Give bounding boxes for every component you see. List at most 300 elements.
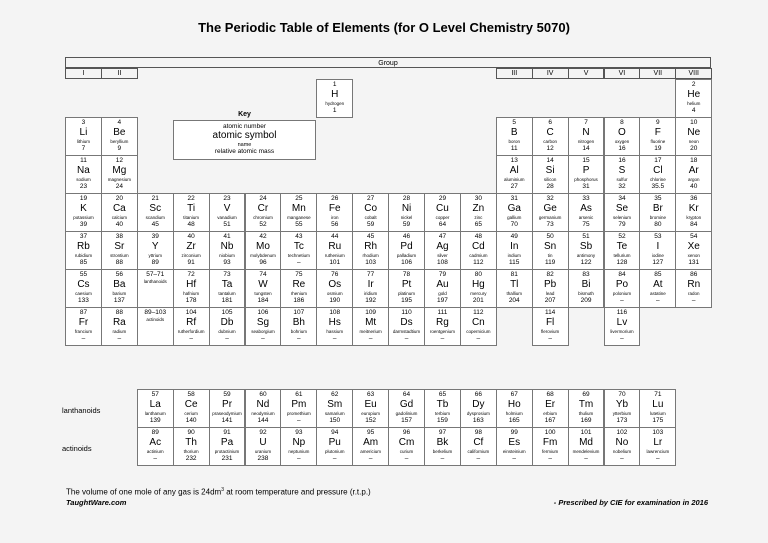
element-cell: [316, 389, 353, 428]
group-number: III: [496, 68, 533, 79]
atomic-mass: 73: [546, 221, 554, 228]
atomic-mass: 197: [437, 297, 448, 304]
element-name: lead: [545, 291, 555, 296]
atomic-number: 16: [618, 157, 626, 164]
element-cell: [352, 427, 389, 466]
element-cell: [532, 231, 569, 270]
atomic-number: 57: [151, 391, 159, 398]
element-name: tellurium: [613, 253, 631, 258]
element-cell: [316, 427, 353, 466]
element-name: strontium: [110, 253, 129, 258]
element-name: americium: [360, 449, 382, 454]
atomic-symbol: Pd: [400, 241, 413, 252]
atomic-number: 99: [510, 429, 518, 436]
element-cell: [101, 231, 138, 270]
element-name: beryllium: [110, 139, 129, 144]
atomic-number: 45: [367, 233, 375, 240]
atomic-mass: 115: [509, 259, 520, 266]
atomic-symbol: Fm: [542, 437, 558, 448]
atomic-symbol: Db: [220, 317, 234, 328]
element-cell: [388, 193, 425, 232]
atomic-mass: 52: [259, 221, 267, 228]
atomic-symbol: Sn: [544, 241, 557, 252]
element-cell: [604, 427, 641, 466]
element-name: antimony: [576, 253, 596, 258]
atomic-mass: –: [440, 455, 445, 462]
element-name: uranium: [254, 449, 272, 454]
page-title: The Periodic Table of Elements (for O Level Chemistry 5070): [198, 20, 570, 35]
atomic-number: 86: [690, 271, 698, 278]
element-name: fluorine: [650, 139, 666, 144]
atomic-symbol: No: [615, 437, 629, 448]
atomic-symbol: Cn: [471, 317, 485, 328]
atomic-number: 116: [616, 309, 628, 316]
element-name: fermium: [542, 449, 559, 454]
element-cell: [388, 269, 425, 308]
element-cell: [137, 389, 174, 428]
key-atomic-number: atomic number: [223, 123, 266, 130]
element-name: selenium: [612, 215, 631, 220]
atomic-symbol: Bh: [292, 317, 305, 328]
element-name: flerovium: [541, 329, 560, 334]
element-cell: [388, 427, 425, 466]
atomic-mass: 140: [185, 417, 197, 424]
element-name: protactinium: [214, 449, 240, 454]
atomic-mass: –: [476, 455, 481, 462]
atomic-mass: –: [404, 335, 409, 342]
atomic-symbol: Zn: [472, 203, 485, 214]
element-cell: [604, 269, 641, 308]
element-cell: [639, 389, 676, 428]
element-cell: [245, 307, 282, 346]
element-name: rutherfordium: [177, 329, 205, 334]
atomic-symbol: Te: [616, 241, 628, 252]
atomic-mass: 4: [691, 107, 696, 114]
element-cell: [245, 389, 282, 428]
element-name: radon: [687, 291, 700, 296]
element-cell: [639, 269, 676, 308]
atomic-number: 32: [546, 195, 554, 202]
atomic-mass: –: [225, 335, 229, 342]
element-cell: [280, 389, 317, 428]
atomic-number: 71: [654, 391, 662, 398]
atomic-symbol: Rf: [186, 317, 197, 328]
atomic-mass: 56: [331, 221, 339, 228]
atomic-number: 28: [402, 195, 411, 202]
atomic-mass: 20: [690, 145, 698, 152]
element-cell: [604, 307, 641, 346]
atomic-mass: 101: [329, 259, 341, 266]
atomic-number: 93: [295, 429, 303, 436]
element-cell: [568, 231, 605, 270]
element-cell: [101, 155, 138, 194]
element-name: osmium: [326, 291, 343, 296]
atomic-symbol: Hs: [328, 317, 341, 328]
atomic-symbol: Ho: [507, 399, 521, 410]
atomic-number: 101: [580, 429, 592, 436]
atomic-number: 54: [690, 233, 698, 240]
element-cell: [532, 307, 569, 346]
atomic-symbol: Ce: [184, 399, 198, 410]
atomic-number: 31: [510, 195, 518, 202]
atomic-number: 70: [618, 391, 626, 398]
element-cell: [173, 427, 210, 466]
atomic-mass: 173: [616, 417, 628, 424]
atomic-mass: –: [368, 335, 373, 342]
atomic-mass: –: [656, 455, 660, 462]
atomic-mass: –: [153, 455, 158, 462]
atomic-number: 42: [259, 233, 267, 240]
element-name: einsteinium: [502, 449, 526, 454]
atomic-symbol: Bi: [581, 279, 591, 290]
atomic-mass: –: [297, 455, 301, 462]
atomic-symbol: F: [654, 127, 661, 138]
atomic-symbol: Cl: [653, 165, 663, 176]
atomic-mass: 89: [151, 259, 159, 266]
element-cell: [675, 117, 712, 156]
key-box: [173, 120, 316, 160]
element-cell: [532, 155, 569, 194]
atomic-number: 22: [187, 195, 195, 202]
atomic-symbol: Kr: [688, 203, 699, 214]
element-name: cerium: [184, 411, 198, 416]
atomic-mass: 55: [295, 221, 303, 228]
atomic-symbol: Fl: [545, 317, 555, 328]
atomic-number: 62: [331, 391, 339, 398]
element-name: francium: [74, 329, 93, 334]
element-cell: [424, 307, 461, 346]
atomic-number: 18: [690, 157, 698, 164]
atomic-symbol: Rg: [436, 317, 449, 328]
atomic-symbol: Gd: [399, 399, 414, 410]
element-name: lanthanum: [144, 411, 166, 416]
element-cell: [173, 307, 210, 346]
element-cell: [280, 231, 317, 270]
element-cell: [639, 193, 676, 232]
atomic-symbol: Cf: [473, 437, 484, 448]
atomic-symbol: Pt: [401, 279, 412, 290]
element-cell: [316, 269, 353, 308]
atomic-number: 60: [259, 391, 267, 398]
element-cell: [352, 193, 389, 232]
atomic-symbol: Na: [77, 165, 90, 176]
atomic-symbol: Zr: [186, 241, 196, 252]
atomic-number: 12: [115, 157, 123, 164]
atomic-symbol: Y: [151, 241, 159, 252]
atomic-mass: 152: [365, 417, 377, 424]
element-name: bohrium: [290, 329, 307, 334]
atomic-symbol: Am: [363, 437, 379, 448]
atomic-number: 53: [654, 233, 662, 240]
element-cell: [424, 427, 461, 466]
atomic-number: 105: [221, 309, 233, 316]
element-cell: [460, 307, 497, 346]
atomic-symbol: Tl: [510, 279, 519, 290]
element-name: niobium: [219, 253, 235, 258]
atomic-number: 29: [438, 195, 447, 202]
element-name: darmstadtium: [392, 329, 421, 334]
element-cell: [604, 155, 641, 194]
element-name: palladium: [396, 253, 417, 258]
atomic-symbol: Lr: [653, 437, 663, 448]
element-cell: [675, 79, 712, 118]
element-name: neptunium: [288, 449, 310, 454]
element-cell: [65, 117, 102, 156]
element-name: argon: [687, 177, 700, 182]
atomic-number: 33: [582, 195, 590, 202]
atomic-number: 83: [582, 271, 590, 278]
element-name: chlorine: [649, 177, 666, 182]
element-name: chromium: [253, 215, 273, 220]
element-name: meitnerium: [359, 329, 382, 334]
atomic-mass: 45: [151, 221, 159, 228]
atomic-number: 64: [402, 391, 411, 398]
atomic-number: 91: [223, 429, 231, 436]
element-name: thulium: [578, 411, 594, 416]
element-cell: [568, 155, 605, 194]
element-name: lawrencium: [646, 449, 670, 454]
element-name: lutetium: [649, 411, 666, 416]
element-name: carbon: [543, 139, 558, 144]
element-cell: [568, 193, 605, 232]
element-name: cadmium: [469, 253, 488, 258]
element-cell: [568, 117, 605, 156]
atomic-number: 107: [293, 309, 305, 316]
atomic-mass: 195: [401, 297, 412, 304]
atomic-mass: 159: [437, 417, 448, 424]
element-cell: [101, 193, 138, 232]
atomic-symbol: H: [331, 89, 339, 100]
element-cell: [424, 231, 461, 270]
atomic-number: 92: [259, 429, 267, 436]
atomic-symbol: Md: [579, 437, 593, 448]
element-cell: [460, 389, 497, 428]
atomic-symbol: Cu: [436, 203, 449, 214]
element-cell: [675, 155, 712, 194]
atomic-number: 39: [151, 233, 159, 240]
atomic-mass: 144: [257, 417, 269, 424]
atomic-mass: 184: [257, 297, 269, 304]
atomic-symbol: Xe: [687, 241, 700, 252]
element-cell: [137, 307, 174, 346]
element-cell: [675, 231, 712, 270]
atomic-symbol: Os: [328, 279, 342, 290]
atomic-number: 57–71: [146, 271, 165, 278]
element-name: livermorium: [610, 329, 634, 334]
atomic-mass: 14: [582, 145, 590, 152]
atomic-number: 40: [187, 233, 195, 240]
element-name: samarium: [324, 411, 345, 416]
atomic-mass: 175: [652, 417, 664, 424]
element-name: californium: [467, 449, 490, 454]
atomic-number: 89: [151, 429, 159, 436]
atomic-number: 75: [295, 271, 303, 278]
atomic-number: 80: [474, 271, 482, 278]
element-name: thorium: [183, 449, 199, 454]
element-cell: [675, 193, 712, 232]
element-name: europium: [361, 411, 381, 416]
atomic-mass: 16: [618, 145, 626, 152]
element-cell: [604, 389, 641, 428]
element-cell: [604, 117, 641, 156]
atomic-number: 30: [474, 195, 482, 202]
atomic-number: 51: [582, 233, 590, 240]
element-name: erbium: [543, 411, 558, 416]
atomic-symbol: Ar: [688, 165, 699, 176]
atomic-symbol: Sm: [327, 399, 343, 410]
atomic-mass: –: [656, 297, 660, 304]
atomic-mass: –: [297, 335, 301, 342]
atomic-mass: 232: [185, 455, 197, 462]
element-cell: [496, 117, 533, 156]
element-name: thallium: [506, 291, 522, 296]
atomic-mass: 157: [401, 417, 412, 424]
element-cell: [280, 427, 317, 466]
element-name: yttrium: [148, 253, 162, 258]
lanthanoids-label: lanthanoids: [62, 406, 101, 415]
atomic-symbol: Ga: [507, 203, 521, 214]
element-name: calcium: [111, 215, 127, 220]
element-cell: [532, 389, 569, 428]
atomic-symbol: Tc: [293, 241, 304, 252]
element-name: helium: [687, 101, 701, 106]
atomic-number: 48: [474, 233, 482, 240]
element-cell: [639, 231, 676, 270]
element-name: hafnium: [183, 291, 200, 296]
atomic-mass: 122: [580, 259, 592, 266]
element-name: bismuth: [578, 291, 594, 296]
atomic-number: 76: [331, 271, 339, 278]
atomic-mass: 27: [510, 183, 518, 190]
atomic-mass: 7: [81, 145, 86, 152]
element-name: hassium: [326, 329, 344, 334]
element-cell: [209, 193, 246, 232]
atomic-number: 65: [438, 391, 447, 398]
atomic-mass: –: [404, 455, 409, 462]
atomic-number: 5: [512, 119, 517, 126]
atomic-symbol: Ir: [367, 279, 374, 290]
atomic-number: 17: [654, 157, 662, 164]
element-name: scandium: [145, 215, 165, 220]
atomic-number: 55: [79, 271, 88, 278]
element-name: oxygen: [614, 139, 630, 144]
atomic-number: 78: [402, 271, 411, 278]
element-cell: [316, 231, 353, 270]
atomic-number: 98: [474, 429, 482, 436]
atomic-mass: 139: [149, 417, 161, 424]
atomic-mass: 24: [115, 183, 123, 190]
atomic-number: 109: [365, 309, 377, 316]
element-cell: [280, 307, 317, 346]
element-cell: [209, 389, 246, 428]
site-credit: TaughtWare.com: [66, 498, 127, 507]
atomic-number: 73: [223, 271, 231, 278]
element-name: rubidium: [74, 253, 93, 258]
element-cell: [173, 269, 210, 308]
atomic-number: 82: [546, 271, 554, 278]
atomic-mass: –: [476, 335, 481, 342]
element-name: bromine: [649, 215, 666, 220]
atomic-mass: –: [620, 335, 624, 342]
atomic-symbol: V: [223, 203, 231, 214]
element-name: dubnium: [218, 329, 236, 334]
atomic-symbol: Lu: [652, 399, 664, 410]
element-cell: [604, 231, 641, 270]
atomic-mass: 48: [187, 221, 195, 228]
atomic-symbol: Cs: [77, 279, 90, 290]
atomic-mass: –: [332, 455, 337, 462]
element-cell: [316, 307, 353, 346]
element-name: tungsten: [254, 291, 272, 296]
atomic-symbol: Au: [436, 279, 449, 290]
element-cell: [639, 155, 676, 194]
atomic-mass: 190: [329, 297, 341, 304]
atomic-mass: –: [512, 455, 517, 462]
element-cell: [173, 231, 210, 270]
atomic-mass: –: [368, 455, 373, 462]
atomic-mass: –: [584, 455, 588, 462]
element-name: dysprosium: [466, 411, 490, 416]
element-name: sulfur: [616, 177, 628, 182]
atomic-number: 19: [79, 195, 88, 202]
atomic-symbol: Pb: [544, 279, 557, 290]
atomic-number: 74: [259, 271, 267, 278]
atomic-mass: 9: [117, 145, 122, 152]
element-name: rhodium: [362, 253, 379, 258]
element-name: ruthenium: [324, 253, 345, 258]
atomic-number: 43: [295, 233, 303, 240]
element-name: promethium: [286, 411, 311, 416]
group-number: I: [65, 68, 102, 79]
atomic-number: 35: [654, 195, 662, 202]
element-cell: [65, 193, 102, 232]
atomic-mass: 59: [402, 221, 411, 228]
element-cell: [173, 389, 210, 428]
atomic-number: 102: [616, 429, 628, 436]
atomic-symbol: Cd: [471, 241, 485, 252]
atomic-number: 36: [690, 195, 698, 202]
element-cell: [675, 269, 712, 308]
atomic-number: 69: [582, 391, 590, 398]
atomic-mass: 40: [115, 221, 123, 228]
element-name: praseodymium: [212, 411, 242, 416]
atomic-symbol: Mt: [365, 317, 377, 328]
atomic-number: 68: [546, 391, 554, 398]
element-name: vanadium: [217, 215, 237, 220]
atomic-symbol: In: [510, 241, 519, 252]
atomic-mass: 163: [472, 417, 484, 424]
atomic-mass: –: [189, 335, 193, 342]
atomic-mass: –: [261, 335, 265, 342]
atomic-mass: 79: [618, 221, 626, 228]
atomic-symbol: Ac: [149, 437, 162, 448]
atomic-mass: 32: [618, 183, 626, 190]
atomic-mass: 40: [690, 183, 698, 190]
element-name: germanium: [538, 215, 562, 220]
atomic-number: 84: [618, 271, 626, 278]
group-number: II: [101, 68, 138, 79]
atomic-symbol: Tm: [578, 399, 594, 410]
atomic-number: 49: [510, 233, 518, 240]
atomic-number: 56: [115, 271, 123, 278]
element-name: xenon: [687, 253, 700, 258]
atomic-symbol: Fe: [328, 203, 341, 214]
atomic-symbol: Sb: [579, 241, 593, 252]
element-name: lithium: [76, 139, 90, 144]
atomic-mass: 141: [221, 417, 233, 424]
atomic-number: 67: [510, 391, 518, 398]
atomic-symbol: W: [258, 279, 268, 290]
